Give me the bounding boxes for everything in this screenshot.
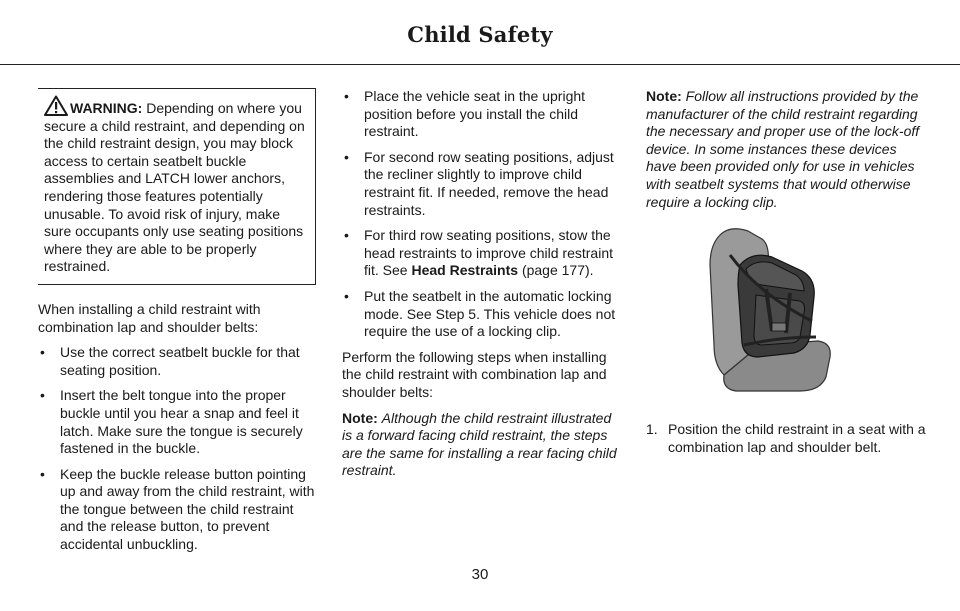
bullet-list-1 [38,344,316,554]
warning-box [38,88,316,285]
warning-paragraph [44,95,311,276]
step-number: 1. [646,421,658,438]
column-2 [342,88,620,488]
list-item: • For second row seating positions, adjust the recliner slightly to improve child restraint fit. If needed, remove the head restraints. [342,149,620,219]
title-divider [0,64,960,65]
list-item: • Use the correct seatbelt buckle for that seating position. [38,344,316,379]
page-title: Child Safety [407,22,553,47]
page-number: 30 [471,566,489,583]
column-3 [646,88,926,456]
column-1 [38,88,316,562]
list-item: • Keep the buckle release button pointing up and away from the child restraint, with the tongue between the child restraint and the release button, to prevent accidental unbuckling. [38,466,316,554]
list-item: • Put the seatbelt in the automatic locking mode. See Step 5. This vehicle does not require the use of a locking clip. [342,288,620,341]
head-restraints-link[interactable]: Head Restraints [411,262,519,279]
list-item: • Place the vehicle seat in the upright position before you install the child restraint. [342,88,620,141]
steps-intro-paragraph: Perform the following steps when installing the child restraint with combination lap and shoulder belts: [342,348,607,400]
intro-paragraph: When installing a child restraint with combination lap and shoulder belts: [38,300,261,335]
third-row-text: For third row seating positions, stow the head restraints to improve child restraint fit. See [364,227,613,279]
child-seat-illustration [700,225,840,395]
warning-triangle-icon [44,95,68,116]
bullet-list-2 [342,88,620,341]
note-paragraph [646,88,926,211]
list-item: • Insert the belt tongue into the proper buckle until you hear a snap and feel it latch. Make sure the tongue is securely fastened in the buckle. [38,387,316,457]
page-reference: (page 177). [518,262,594,279]
step-text: Position the child restraint in a seat with a combination lap and shoulder belt. [668,421,926,455]
note-label: Note: [342,409,378,426]
step-1 [646,421,926,456]
note-text: Follow all instructions provided by the manufacturer of the child restraint regarding the necessary and proper use of the lock-off device. In some instances these devices have been provided only for use in vehicles with seatbelt systems that would otherwise require a locking clip. [646,88,920,210]
note-paragraph [342,410,620,480]
list-item-third-row [342,227,620,280]
note-label: Note: [646,88,682,104]
warning-label: WARNING: [70,100,143,116]
note-text: Although the child restraint illustrated is a forward facing child restraint, the steps are the same for installing a rear facing child restraint. [342,409,617,479]
warning-text: Depending on where you secure a child restraint, and depending on the child restraint design, you may block access to certain seatbelt buckle assemblies and LATCH lower anchors, rendering those features potentially unusable. To avoid risk of injury, make sure occupants only use seating positions where they are able to be properly restrained. [44,100,305,275]
